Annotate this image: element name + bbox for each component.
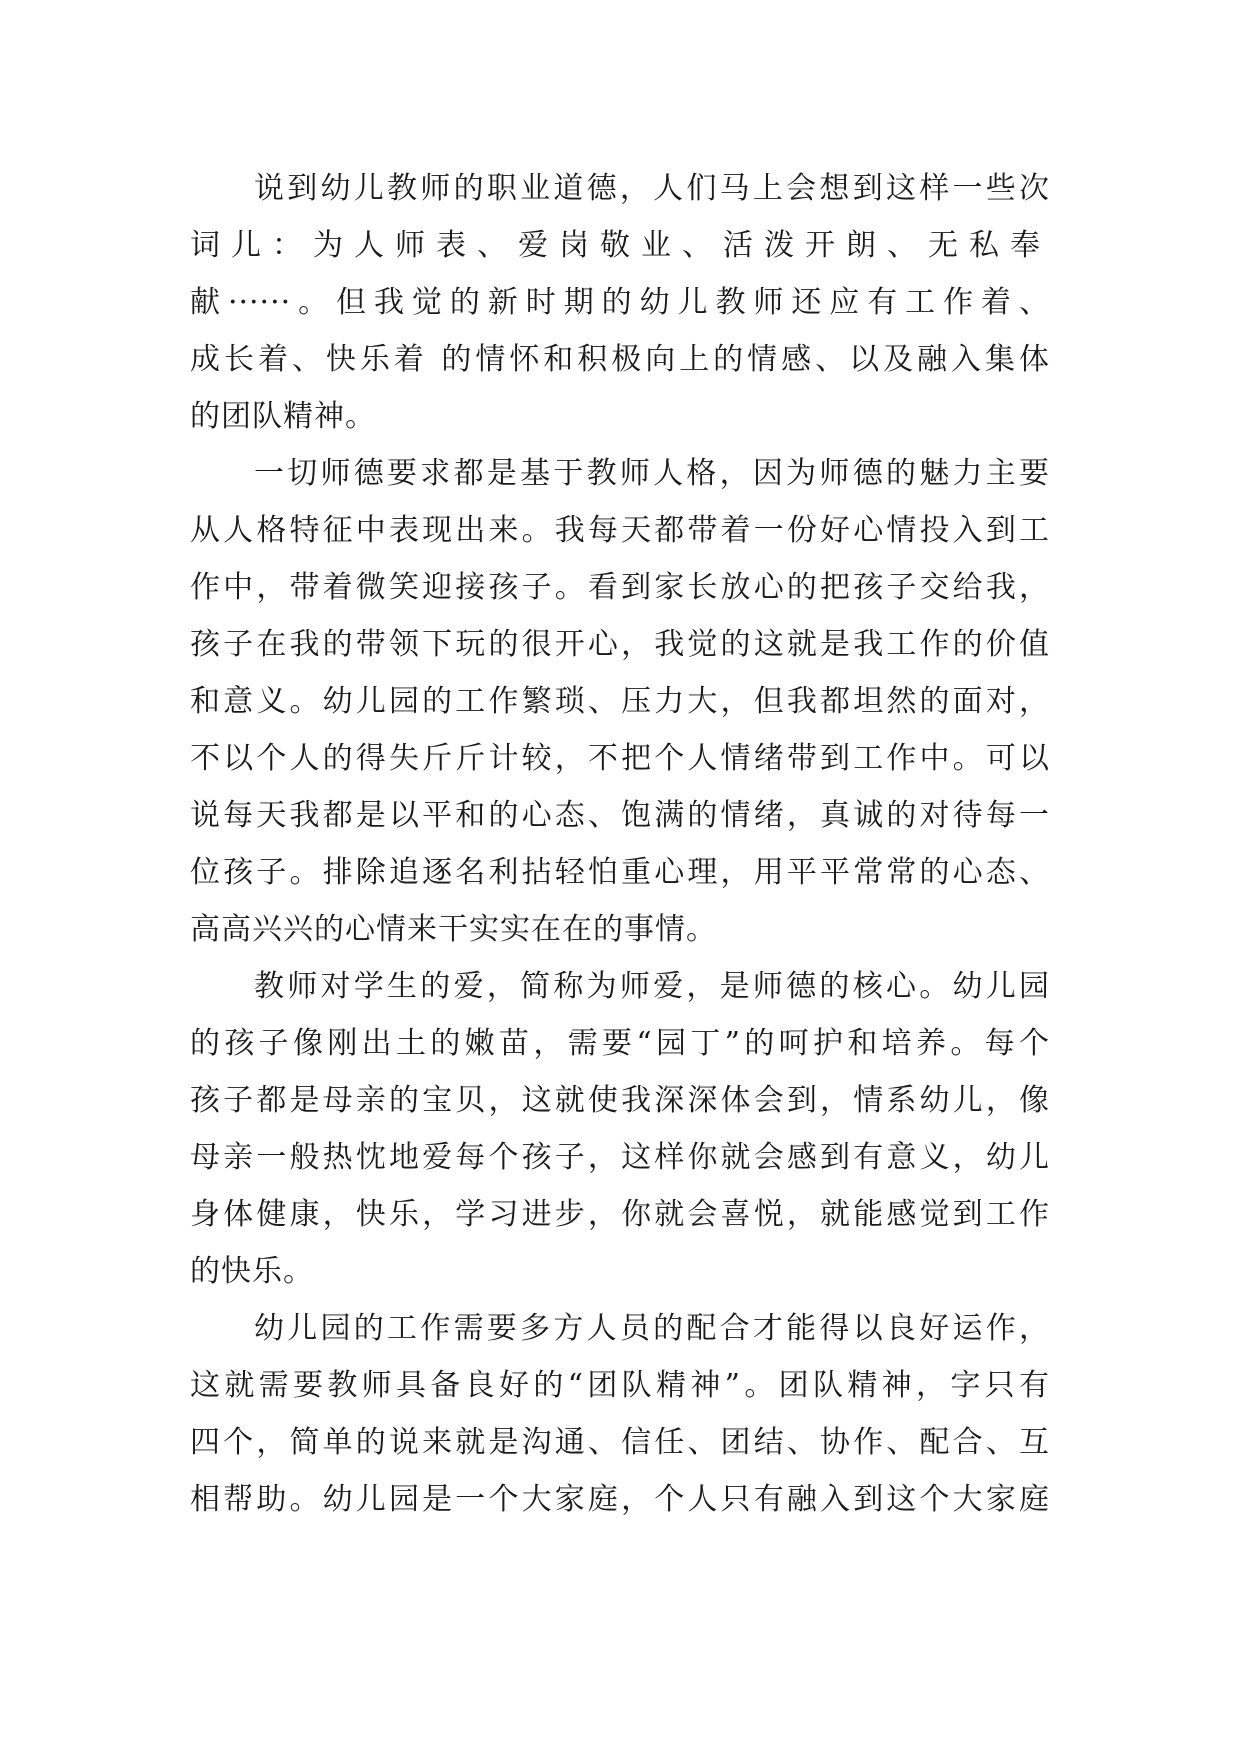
text-line: 这就需要教师具备良好的“团队精神”。团队精神，字只有 [190, 1368, 1050, 1403]
text-line: 位孩子。排除追逐名利拈轻怕重心理，用平平常常的心态、 [190, 855, 1050, 890]
text-line: 高高兴兴的心情来干实实在在的事情。 [190, 912, 717, 947]
text-line: 词儿：为人师表、爱岗敬业、活泼开朗、无私奉 [190, 228, 1050, 263]
text-line: 献······。但我觉的新时期的幼儿教师还应有工作着、 [190, 285, 1050, 320]
text-line: 相帮助。幼儿园是一个大家庭，个人只有融入到这个大家庭 [190, 1482, 1050, 1517]
text-line: 教师对学生的爱，简称为师爱，是师德的核心。幼儿园 [254, 969, 1050, 1004]
text-line: 从人格特征中表现出来。我每天都带着一份好心情投入到工 [190, 513, 1050, 548]
text-line: 的团队精神。 [190, 399, 376, 434]
text-line: 说每天我都是以平和的心态、饱满的情绪，真诚的对待每一 [190, 798, 1050, 833]
text-line: 孩子在我的带领下玩的很开心，我觉的这就是我工作的价值 [190, 627, 1050, 662]
text-line: 作中，带着微笑迎接孩子。看到家长放心的把孩子交给我， [190, 570, 1050, 605]
paragraph-1 [190, 160, 1050, 445]
text-line: 四个，简单的说来就是沟通、信任、团结、协作、配合、互 [190, 1425, 1050, 1460]
text-line: 的快乐。 [190, 1254, 314, 1289]
text-line: 和意义。幼儿园的工作繁琐、压力大，但我都坦然的面对， [190, 684, 1050, 719]
text-line: 的孩子像刚出土的嫩苗，需要“园丁”的呵护和培养。每个 [190, 1026, 1050, 1061]
text-line: 不以个人的得失斤斤计较，不把个人情绪带到工作中。可以 [190, 741, 1050, 776]
text-line: 说到幼儿教师的职业道德，人们马上会想到这样一些次 [254, 171, 1050, 206]
paragraph-3 [190, 958, 1050, 1300]
text-line: 成长着、快乐着 的情怀和积极向上的情感、以及融入集体 [190, 342, 1050, 377]
text-line: 母亲一般热忱地爱每个孩子，这样你就会感到有意义，幼儿 [190, 1140, 1050, 1175]
paragraph-4 [190, 1300, 1050, 1528]
text-line: 一切师德要求都是基于教师人格，因为师德的魅力主要 [254, 456, 1050, 491]
text-line: 幼儿园的工作需要多方人员的配合才能得以良好运作， [254, 1311, 1050, 1346]
document-body [190, 160, 1050, 1528]
text-line: 孩子都是母亲的宝贝，这就使我深深体会到，情系幼儿，像 [190, 1083, 1050, 1118]
paragraph-2 [190, 445, 1050, 958]
text-line: 身体健康，快乐，学习进步，你就会喜悦，就能感觉到工作 [190, 1197, 1050, 1232]
